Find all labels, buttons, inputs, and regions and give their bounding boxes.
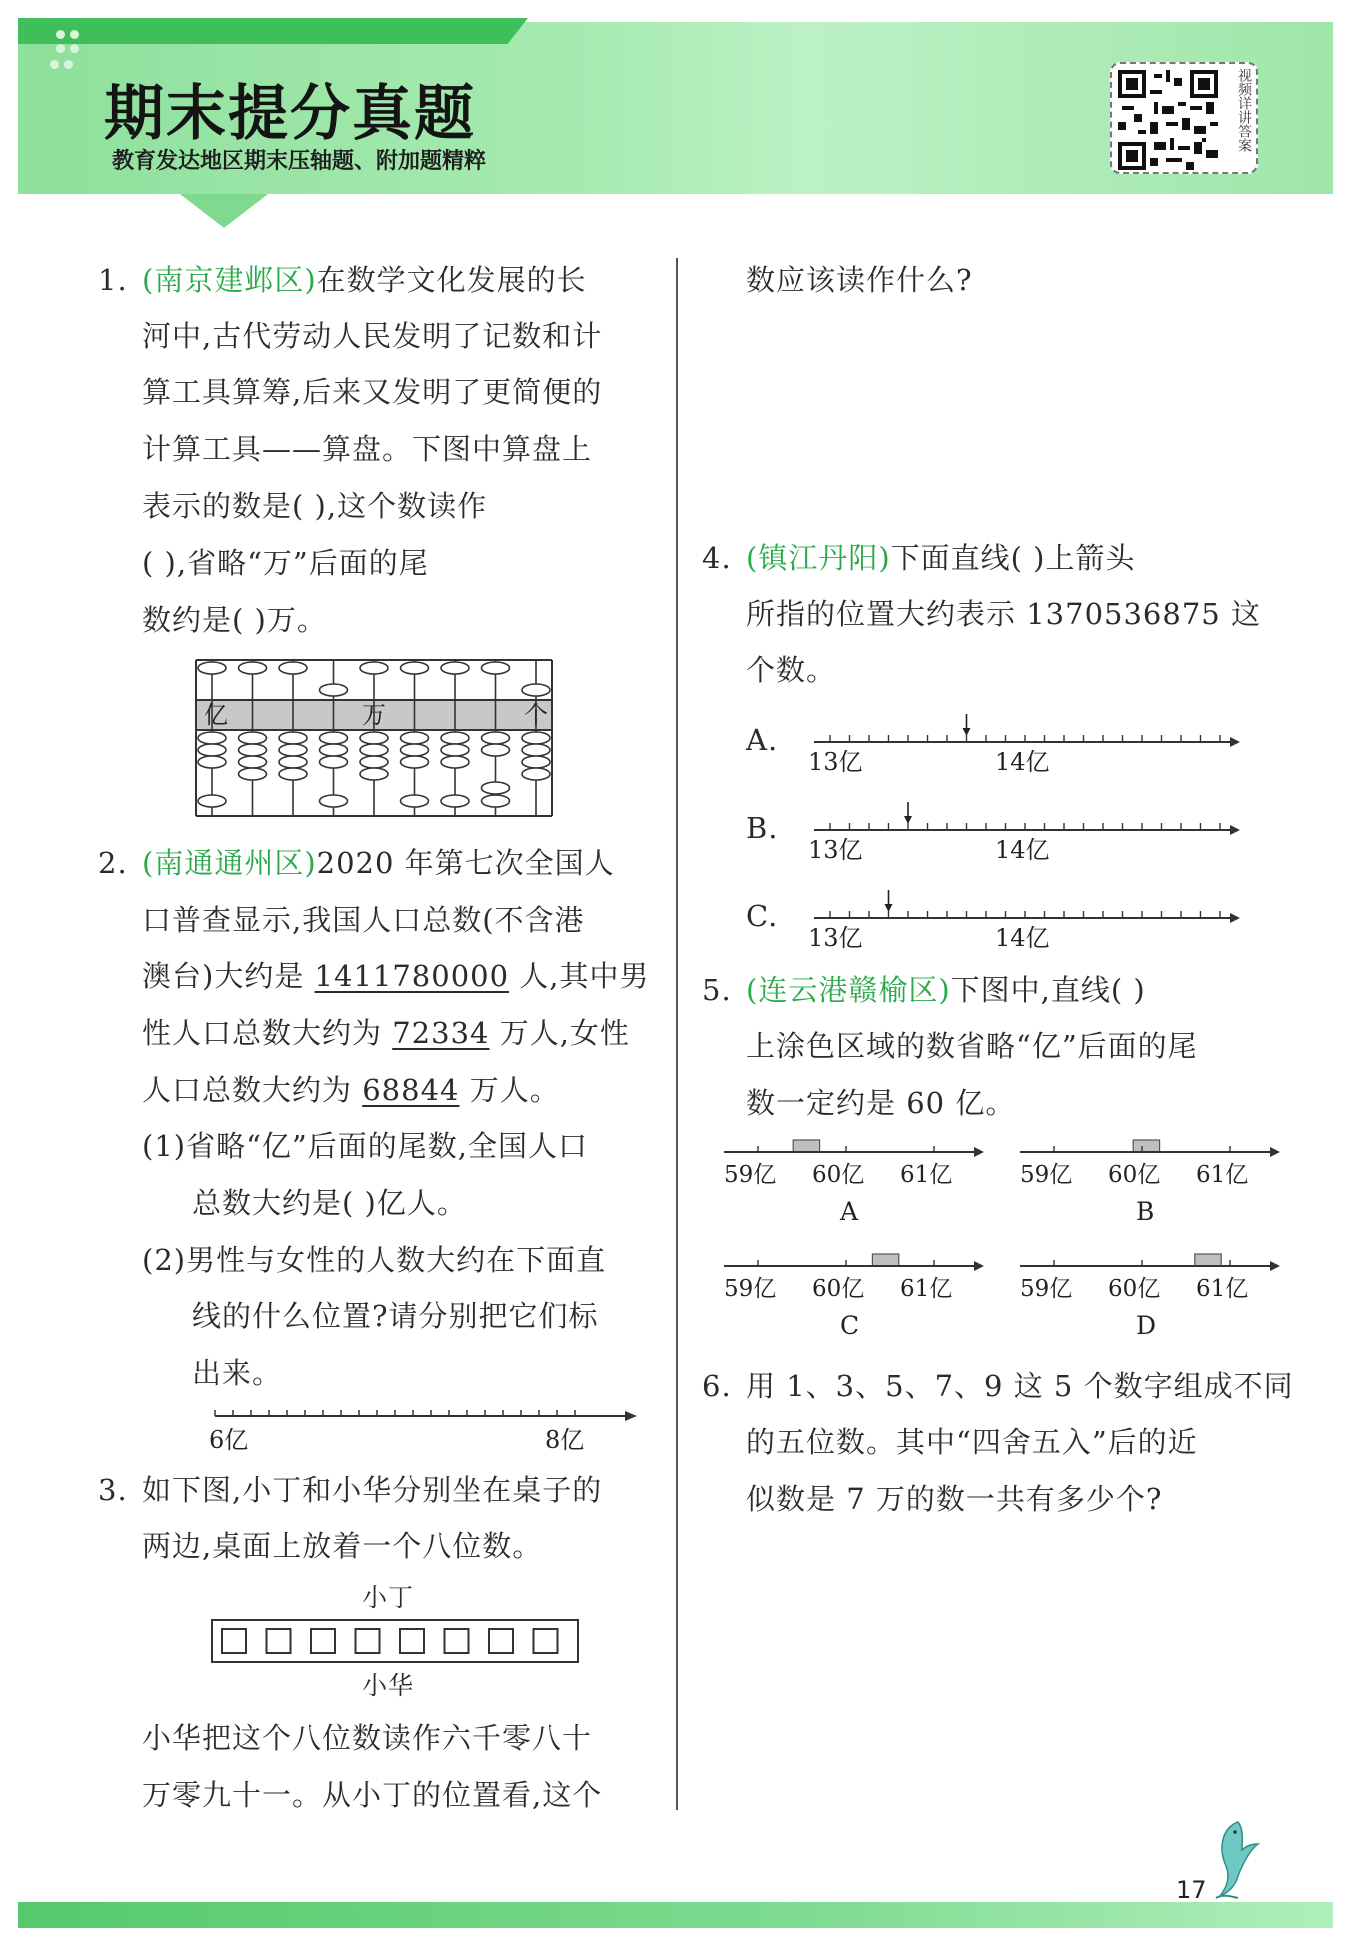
abacus-bead xyxy=(522,768,550,780)
q4-source: (镇江丹阳) xyxy=(746,541,891,575)
abacus-bead xyxy=(239,756,267,768)
abacus-bead xyxy=(279,768,307,780)
q2-sub1-line-1: (1)省略“亿”后面的尾数,全国人口 xyxy=(142,1129,588,1163)
q5-option-line xyxy=(718,1128,988,1228)
q3-line-2: 两边,桌面上放着一个八位数。 xyxy=(142,1529,543,1563)
q5-tick-label: 59亿 xyxy=(1020,1162,1073,1188)
q2-line-5a: 人口总数大约为 xyxy=(142,1073,363,1107)
abacus-bead xyxy=(522,684,550,696)
q4-tick-label-right: 14亿 xyxy=(995,748,1050,776)
q4-tick-label-right: 14亿 xyxy=(995,836,1050,864)
q5-option-letter: A xyxy=(840,1197,859,1226)
q4-arrow-head xyxy=(904,816,912,824)
q4-option-line xyxy=(800,800,1240,890)
abacus-bead xyxy=(522,744,550,756)
q5-number: 5. xyxy=(702,973,732,1007)
abacus-label-yi: 亿 xyxy=(204,701,228,729)
q1-line-4: 计算工具——算盘。下图中算盘上 xyxy=(142,432,593,466)
q2-line-2: 口普查显示,我国人口总数(不含港 xyxy=(142,903,585,937)
abacus-bead xyxy=(198,756,226,768)
q5-option-letter: B xyxy=(1136,1197,1155,1226)
abacus-bead xyxy=(279,744,307,756)
abacus-bead xyxy=(482,732,510,744)
q4-line-2: 所指的位置大约表示 1370536875 这 xyxy=(746,597,1261,631)
q5-tick-label: 59亿 xyxy=(724,1162,777,1188)
abacus-bead xyxy=(360,744,388,756)
q6-line-2: 的五位数。其中“四舍五入”后的近 xyxy=(746,1425,1198,1459)
q5-line-2: 上涂色区域的数省略“亿”后面的尾 xyxy=(746,1029,1198,1063)
abacus-bead xyxy=(198,744,226,756)
q5-tick-label: 59亿 xyxy=(1020,1276,1073,1302)
q5-option-line xyxy=(1014,1242,1284,1342)
abacus-bead xyxy=(441,756,469,768)
header-notch xyxy=(180,194,268,228)
q2-total-population: 1411780000 xyxy=(314,959,510,993)
abacus-bead xyxy=(239,744,267,756)
q4-tick-label-left: 13亿 xyxy=(808,748,863,776)
abacus-label-ge: 个 xyxy=(524,701,548,729)
abacus-diagram xyxy=(192,650,556,820)
abacus-bead xyxy=(198,662,226,674)
q2-line-5b: 万人。 xyxy=(459,1073,560,1107)
q5-option-line xyxy=(718,1242,988,1342)
q3-line-1: 如下图,小丁和小华分别坐在桌子的 xyxy=(142,1473,603,1507)
q1-line-2: 河中,古代劳动人民发明了记数和计 xyxy=(142,319,603,353)
q5-shaded-region xyxy=(1195,1254,1221,1266)
q4-tick-label-left: 13亿 xyxy=(808,836,863,864)
abacus-bead xyxy=(239,662,267,674)
q2-line-4b: 万人,女性 xyxy=(489,1016,630,1050)
abacus-label-wan: 万 xyxy=(362,701,386,729)
q5-tick-label: 59亿 xyxy=(724,1276,777,1302)
q4-line-1 xyxy=(746,538,1136,578)
page-subtitle: 教育发达地区期末压轴题、附加题精粹 xyxy=(112,149,487,174)
q2-number: 2. xyxy=(98,846,128,880)
abacus-bead xyxy=(401,732,429,744)
q1-line-5: 表示的数是( ),这个数读作 xyxy=(142,489,488,523)
q2-line-4 xyxy=(142,1013,630,1053)
q5-tick-label: 61亿 xyxy=(1196,1276,1249,1302)
q3-top-name: 小丁 xyxy=(362,1583,415,1612)
q1-number: 1. xyxy=(98,263,128,297)
q5-option-letter: D xyxy=(1136,1311,1157,1340)
q5-option-letter: C xyxy=(840,1311,860,1340)
q2-sub2-line-2: 线的什么位置?请分别把它们标 xyxy=(192,1299,599,1333)
q4-number: 4. xyxy=(702,541,732,575)
q2-sub1-line-2: 总数大约是( )亿人。 xyxy=(192,1186,467,1220)
q4-tick-label-left: 13亿 xyxy=(808,924,863,952)
q5-source: (连云港赣榆区) xyxy=(746,973,951,1007)
abacus-bead xyxy=(239,768,267,780)
q4-tick-label-right: 14亿 xyxy=(995,924,1050,952)
q2-line-1 xyxy=(142,843,615,883)
q4-line-3: 个数。 xyxy=(746,653,837,687)
abacus-bead xyxy=(360,662,388,674)
q2-axis-left: 6亿 xyxy=(209,1426,249,1454)
q3-number: 3. xyxy=(98,1473,128,1507)
q5-tick-label: 60亿 xyxy=(812,1162,865,1188)
page-number: 17 xyxy=(1176,1876,1207,1904)
abacus-bead xyxy=(360,732,388,744)
abacus-bead xyxy=(522,732,550,744)
qr-code-icon xyxy=(1118,70,1218,170)
abacus-bead xyxy=(482,744,510,756)
q2-line-5 xyxy=(142,1070,560,1110)
q1-line-3: 算工具算筹,后来又发明了更简便的 xyxy=(142,375,603,409)
q4-option-line xyxy=(800,712,1240,802)
q5-tick-label: 60亿 xyxy=(1108,1276,1161,1302)
q2-line-3b: 人,其中男 xyxy=(509,959,650,993)
q3-bottom-name: 小华 xyxy=(362,1671,415,1700)
abacus-bead xyxy=(198,795,226,807)
q6-line-3: 似数是 7 万的数一共有多少个? xyxy=(746,1482,1163,1516)
q4-arrow-head xyxy=(963,728,971,736)
q5-tick-label: 61亿 xyxy=(900,1276,953,1302)
q5-line-3: 数一定约是 60 亿。 xyxy=(746,1086,1016,1120)
q5-line-1-text: 下图中,直线( ) xyxy=(950,973,1146,1007)
q3-line-4: 万零九十一。从小丁的位置看,这个 xyxy=(142,1778,603,1812)
q5-shaded-region xyxy=(793,1140,819,1152)
q2-line-3a: 澳台)大约是 xyxy=(142,959,315,993)
q3-line-5: 数应该读作什么? xyxy=(746,263,973,297)
q2-number-line xyxy=(205,1400,645,1456)
q2-male-population: 72334 xyxy=(392,1016,490,1050)
page-title: 期末提分真题 xyxy=(104,79,476,149)
q5-tick-label: 60亿 xyxy=(1108,1162,1161,1188)
q2-line-3 xyxy=(142,956,650,996)
q1-line-1 xyxy=(142,260,587,300)
abacus-bead xyxy=(198,732,226,744)
q3-table-digits xyxy=(210,1618,580,1664)
abacus-bead xyxy=(401,744,429,756)
q2-line-4a: 性人口总数大约为 xyxy=(142,1016,393,1050)
abacus-bead xyxy=(360,768,388,780)
q1-line-6: ( ),省略“万”后面的尾 xyxy=(142,546,429,580)
abacus-bead xyxy=(482,662,510,674)
footer-bar xyxy=(18,1902,1333,1928)
q2-female-population: 68844 xyxy=(362,1073,460,1107)
q2-sub2-line-1: (2)男性与女性的人数大约在下面直 xyxy=(142,1243,607,1277)
q3-line-3: 小华把这个八位数读作六千零八十 xyxy=(142,1721,593,1755)
q6-number: 6. xyxy=(702,1369,732,1403)
abacus-bead xyxy=(401,756,429,768)
qr-code-panel[interactable] xyxy=(1110,62,1258,174)
q1-source: (南京建邺区) xyxy=(142,263,317,297)
abacus-bead xyxy=(279,756,307,768)
qr-label: 视频详讲答案 xyxy=(1236,68,1252,152)
q5-option-line xyxy=(1014,1128,1284,1228)
q6-line-1: 用 1、3、5、7、9 这 5 个数字组成不同 xyxy=(746,1369,1294,1403)
abacus-bead xyxy=(441,795,469,807)
q5-shaded-region xyxy=(872,1254,898,1266)
q1-line-1-text: 在数学文化发展的长 xyxy=(316,263,587,297)
abacus-bead xyxy=(320,795,348,807)
abacus-bead xyxy=(320,684,348,696)
q5-line-1 xyxy=(746,970,1146,1010)
abacus-bead xyxy=(279,732,307,744)
abacus-bead xyxy=(482,782,510,794)
abacus-bead xyxy=(320,732,348,744)
q4-line-1-text: 下面直线( )上箭头 xyxy=(890,541,1136,575)
q4-arrow-head xyxy=(885,904,893,912)
q2-axis-right: 8亿 xyxy=(545,1426,585,1454)
q4-option-label: A. xyxy=(746,723,779,757)
abacus-bead xyxy=(401,662,429,674)
column-divider xyxy=(676,258,678,1810)
q5-shaded-region xyxy=(1133,1140,1159,1152)
q4-option-line xyxy=(800,888,1240,978)
q4-option-label: C. xyxy=(746,899,779,933)
abacus-bead xyxy=(239,732,267,744)
q4-option-label: B. xyxy=(746,811,779,845)
decorative-dots xyxy=(56,30,96,84)
dolphin-icon xyxy=(1208,1818,1264,1902)
abacus-bead xyxy=(320,756,348,768)
q5-tick-label: 60亿 xyxy=(812,1276,865,1302)
abacus-bead xyxy=(441,732,469,744)
abacus-bead xyxy=(360,756,388,768)
q5-tick-label: 61亿 xyxy=(900,1162,953,1188)
abacus-bead xyxy=(441,744,469,756)
q2-sub2-line-3: 出来。 xyxy=(192,1356,283,1390)
q5-tick-label: 61亿 xyxy=(1196,1162,1249,1188)
q2-line-1-text: 2020 年第七次全国人 xyxy=(316,846,615,880)
abacus-bead xyxy=(522,756,550,768)
abacus-bead xyxy=(441,662,469,674)
q2-source: (南通通州区) xyxy=(142,846,317,880)
abacus-bead xyxy=(279,662,307,674)
q1-line-7: 数约是( )万。 xyxy=(142,603,327,637)
abacus-bead xyxy=(320,744,348,756)
abacus-bead xyxy=(482,795,510,807)
abacus-bead xyxy=(401,795,429,807)
